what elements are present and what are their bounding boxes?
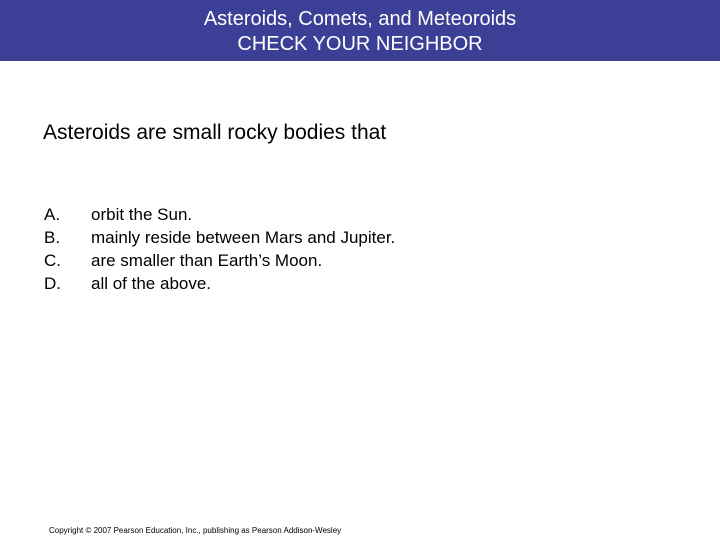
choice-c xyxy=(44,249,395,272)
choice-letter: A. xyxy=(44,205,61,224)
slide-subtitle: CHECK YOUR NEIGHBOR xyxy=(237,33,483,55)
choice-text: are smaller than Earth’s Moon. xyxy=(91,251,323,270)
choice-text: all of the above. xyxy=(91,274,212,293)
slide-title: Asteroids, Comets, and Meteoroids xyxy=(203,8,517,30)
choice-d xyxy=(44,272,395,295)
choice-text: mainly reside between Mars and Jupiter. xyxy=(91,228,396,247)
choice-letter: D. xyxy=(44,274,61,293)
choice-b xyxy=(44,226,395,249)
answer-choices xyxy=(44,203,395,295)
choice-a xyxy=(44,203,395,226)
question-text: Asteroids are small rocky bodies that xyxy=(43,121,387,144)
choice-letter: C. xyxy=(44,251,61,270)
copyright-notice: Copyright © 2007 Pearson Education, Inc., publishing as Pearson Addison-Wesley xyxy=(49,526,342,535)
title-bar xyxy=(0,0,720,61)
choice-text: orbit the Sun. xyxy=(91,205,193,224)
choice-letter: B. xyxy=(44,228,61,247)
